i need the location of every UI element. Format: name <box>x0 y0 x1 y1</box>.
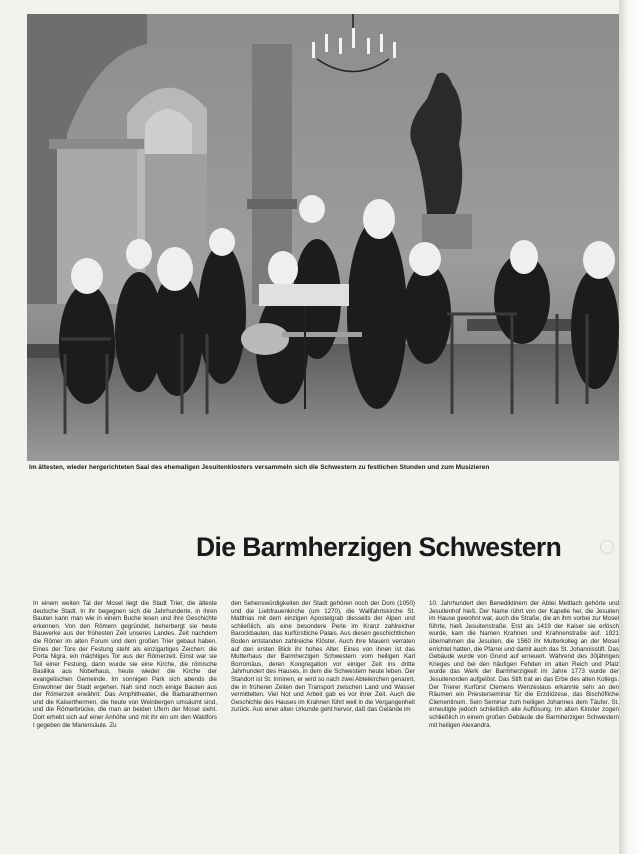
article-column-2 <box>231 600 415 850</box>
photo-caption: Im ältesten, wieder hergerichteten Saal des ehemaligen Jesuitenklosters versammeln sich die Schwestern zu festlichen Stunden und zum Musizieren <box>29 464 490 471</box>
article-headline: Die Barmherzigen Schwestern <box>196 532 562 562</box>
photo-nuns-music-hall <box>27 14 619 461</box>
page-edge <box>619 0 641 854</box>
column-text: In einem weiten Tal der Mosel liegt die Stadt Trier, die älteste deutsche Stadt. In ihr begegnen sich die Jahrhunderte, in ihren Bauten kann man wie in einem Buche lesen und ihre Geschichte erkennen. Von den Römern gegründet, beherbergt sie heute Bauwerke aus der frühesten Zeit unseres Landes. Zeit nachdem die Römer im alten Forum und dem großen Trier gebaut haben. Eines der Tore der Festung steht als einzigartiges Zeichen: die Porta Nigra, ein mächtiges Tor aus der Römerzeit. Einst war sie Teil einer Festung, dann wurde sie eine Kirche, die römische Basilika aus Nobelhaus, heute wieder die Kirche der evangelischen Gemeinde. Im sonnigen Park sich abends die Einwohner der Stadt ergehen. Nah sind noch einige Bauten aus der Römerzeit erwähnt: Das Amphitheater, die Barbarathermen und die Kaiserthermen, die heute von Weinbergen umsäumt sind, und die Römerbrücke, die man an beiden Ufern der Mosel sieht. Dort erhebt sich auf einer Anhöhe und mit ihr ein um den Waldfors I gegeben die Mariensäule. Zu <box>33 600 217 729</box>
photo-illustration <box>27 14 619 461</box>
article-column-3 <box>429 600 619 850</box>
scan-hole-mark <box>600 540 614 554</box>
column-text: den Sehenswürdigkeiten der Stadt gehören noch der Dom (1050) und die Liebfrauenkirche (um 1270), die Wallfahrtskirche St. Matthias mit dem einzigen Apostelgrab diesseits der Alpen und schließlich, als eine besondere Perle im Kranz zahlreicher Barockbauten, das kurfürstliche Palais. Aus diesen geschichtlichen Boden entstanden zahlreiche Klöster. Auch ihre Mauern verraten auf den ersten Blick ihr hohes Alter. Eines von ihnen ist das Mutterhaus der Barmherzigen Schwestern vom heiligen Karl Borromäus, deren Kongregation vor einiger Zeit ins dritte Jahrhundert des Hauses, in dem die Schwestern heute leben. Der Standort ist St. Irminen, er wird so nach zwei Abteikirchen genannt, die in früheren Zeiten den Transport zwischen Land und Wasser vermittelten. Viel Not und Arbeit gab es vor ihrer Zeit. Auch die Geschichte des Hauses im Krahnen führt weit in die Vergangenheit zurück. Aus einer alten Urkunde geht hervor, daß das Gelände im <box>231 600 415 714</box>
article-column-1 <box>33 600 217 850</box>
column-text: 10. Jahrhundert den Benediktinern der Abtei Mettlach gehörte und Jesuitenhof hieß. Der Name rührt von der Kapelle her, die Jesuiten im Hause gewohnt war, auch die Straße, die an ihm vorbei zur Mosel führte, hieß Jesuitenstraße. Erst als 1419 der Kaiser sie erlösch wurde, kam die Namen Krahnen und Krahnenstraße auf. 1921 übernahmen die Jesuiten, die 1560 ihr Mutterkolleg an der Mosel errichtet hatten, die Pfarrei und damit auch das St. Johannisstift. Das Gebäude wurde von Grund auf erneuert. Während des 30jährigen Krieges und bei den häufigen Fehden im alten Reich und Pfalz wurde das Werk der Barmherzigkeit im Jahre 1773 wurde der Jesuitenorden aufgelöst. Das Stift trat an das Erbe des alten Kollegs. Der Trierer Kurfürst Clemens Wenzeslaus erkannte sehr an den Räumen ein Priesterseminar für die Erzdiözese, das Bischöfliche Clementinum. Sein Seminar zum heiligen Johannes dem Täufer. St. erneutigte jedoch schließlich alle Auflösung. Im alten Kloster zogen schließlich in einem großen Gebäude die Barmherzigen Schwestern mit heiligen Alexandra. <box>429 600 619 729</box>
